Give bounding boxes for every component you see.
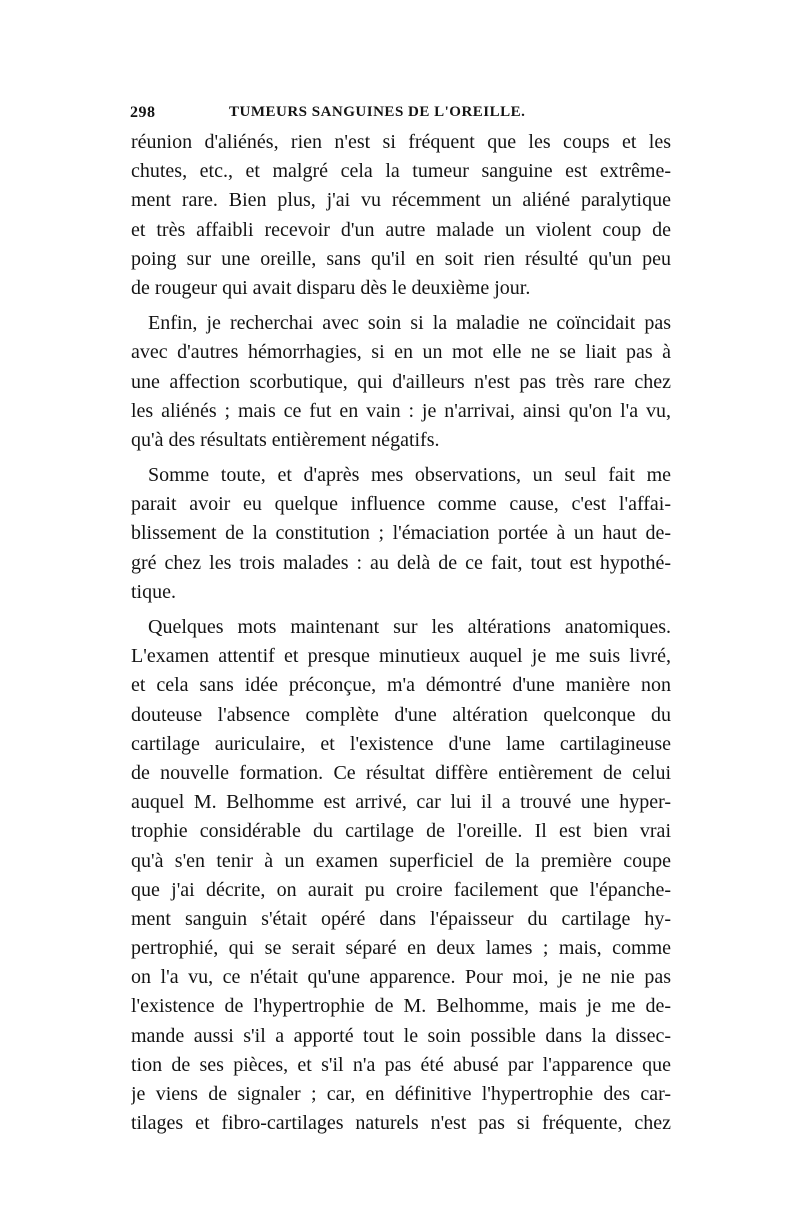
text-line: on l'a vu, ce n'était qu'une apparence. Pour moi, je ne nie pas xyxy=(131,966,671,989)
text-line: Quelques mots maintenant sur les altérations anatomiques. xyxy=(148,616,671,638)
text-line: ment rare. Bien plus, j'ai vu récemment un aliéné paralytique xyxy=(131,189,671,212)
text-line: tique. xyxy=(131,580,176,603)
text-line: gré chez les trois malades : au delà de ce fait, tout est hypothé- xyxy=(131,551,671,574)
text-line: de nouvelle formation. Ce résultat diffère entièrement de celui xyxy=(131,761,671,784)
paragraph xyxy=(131,128,671,303)
running-head xyxy=(130,104,670,128)
text-line: blissement de la constitution ; l'émaciation portée à un haut de- xyxy=(131,522,671,545)
text-line: l'existence de l'hypertrophie de M. Belhomme, mais je me de- xyxy=(131,995,671,1018)
paragraph xyxy=(131,613,671,1138)
text-line: Somme toute, et d'après mes observations, un seul fait me xyxy=(148,464,671,487)
paragraph xyxy=(131,309,671,455)
text-line: je viens de signaler ; car, en définitive l'hypertrophie des car- xyxy=(131,1083,671,1105)
text-line: mande aussi s'il a apporté tout le soin possible dans la dissec- xyxy=(131,1024,671,1047)
text-line: trophie considérable du cartilage de l'oreille. Il est bien vrai xyxy=(131,820,671,843)
text-line: et cela sans idée préconçue, m'a démontré d'une manière non xyxy=(131,674,671,697)
paragraph xyxy=(131,461,671,607)
page-number: 298 xyxy=(130,104,156,121)
text-line: tion de ses pièces, et s'il n'a pas été abusé par l'apparence que xyxy=(131,1053,671,1076)
text-line: et très affaibli recevoir d'un autre malade un violent coup de xyxy=(131,218,671,241)
body-text xyxy=(131,128,671,1138)
text-line: réunion d'aliénés, rien n'est si fréquent que les coups et les xyxy=(131,131,671,153)
text-line: de rougeur qui avait disparu dès le deuxième jour. xyxy=(131,276,531,299)
text-line: poing sur une oreille, sans qu'il en soit rien résulté qu'un peu xyxy=(131,247,671,270)
text-line: avec d'autres hémorrhagies, si en un mot elle ne se liait pas à xyxy=(131,341,671,364)
text-line: tilages et fibro-cartilages naturels n'est pas si fréquente, chez xyxy=(131,1112,671,1135)
text-line: cartilage auriculaire, et l'existence d'une lame cartilagineuse xyxy=(131,732,671,755)
text-line: pertrophié, qui se serait séparé en deux lames ; mais, comme xyxy=(131,937,671,960)
text-line: douteuse l'absence complète d'une altération quelconque du xyxy=(131,703,671,726)
running-title: TUMEURS SANGUINES DE L'OREILLE. xyxy=(229,104,526,120)
text-line: Enfin, je recherchai avec soin si la maladie ne coïncidait pas xyxy=(148,312,671,335)
text-line: qu'à des résultats entièrement négatifs. xyxy=(131,428,440,451)
text-line: les aliénés ; mais ce fut en vain : je n'arrivai, ainsi qu'on l'a vu, xyxy=(131,399,671,422)
text-line: chutes, etc., et malgré cela la tumeur sanguine est extrême- xyxy=(131,160,671,183)
text-line: parait avoir eu quelque influence comme cause, c'est l'affai- xyxy=(131,493,671,516)
text-line: L'examen attentif et presque minutieux auquel je me suis livré, xyxy=(131,645,671,668)
text-line: ment sanguin s'était opéré dans l'épaisseur du cartilage hy- xyxy=(131,907,671,930)
text-line: une affection scorbutique, qui d'ailleurs n'est pas très rare chez xyxy=(131,370,671,393)
text-line: auquel M. Belhomme est arrivé, car lui il a trouvé une hyper- xyxy=(131,791,671,814)
text-line: que j'ai décrite, on aurait pu croire facilement que l'épanche- xyxy=(131,878,671,901)
text-line: qu'à s'en tenir à un examen superficiel de la première coupe xyxy=(131,849,671,872)
